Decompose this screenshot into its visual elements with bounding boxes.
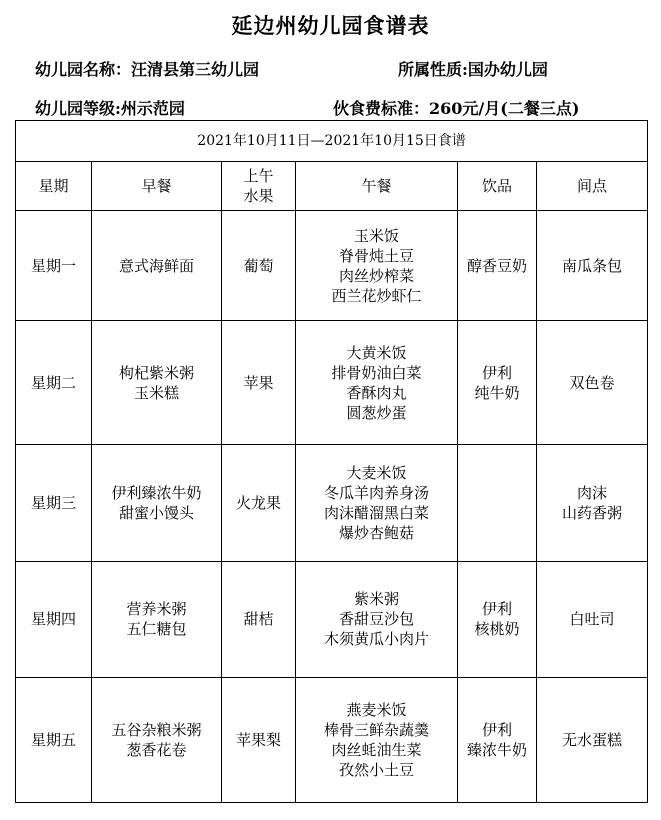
snack-item: 白吐司 [569, 610, 615, 629]
header-fruit [222, 162, 296, 211]
lunch-item: 爆炒杏鲍菇 [338, 524, 414, 543]
lunch-cell [296, 211, 458, 321]
lunch-item: 香酥肉丸 [346, 383, 407, 402]
snack-cell [537, 445, 648, 561]
page-title: 延边州幼儿园食谱表 [231, 13, 430, 38]
breakfast-cell [92, 211, 222, 321]
lunch-item: 大麦米饭 [346, 464, 407, 483]
header-drink: 饮品 [458, 162, 537, 211]
table-row [16, 321, 648, 445]
fruit-cell: 甜桔 [222, 561, 296, 677]
lunch-cell [296, 445, 458, 561]
snack-item: 山药香粥 [562, 504, 623, 523]
snack-cell [537, 321, 648, 445]
lunch-item: 玉米饭 [353, 226, 399, 245]
kindergarten-nature [398, 57, 548, 80]
table-row [16, 561, 648, 677]
meal-fee-value: 260元/月(二餐三点) [429, 99, 580, 118]
header-lunch: 午餐 [296, 162, 458, 211]
header-fruit-line2: 水果 [243, 187, 274, 206]
lunch-item: 木须黄瓜小肉片 [323, 630, 429, 649]
breakfast-item: 枸杞紫米粥 [118, 363, 194, 382]
snack-cell [537, 211, 648, 321]
drink-cell [458, 211, 537, 321]
breakfast-item: 五谷杂粮米粥 [111, 720, 202, 739]
lunch-item: 紫米粥 [353, 590, 399, 609]
table-row [16, 677, 648, 802]
breakfast-cell [92, 561, 222, 677]
kindergarten-level [35, 96, 185, 119]
breakfast-cell [92, 321, 222, 445]
menu-table [15, 120, 648, 803]
fruit-cell: 苹果 [222, 321, 296, 445]
breakfast-item: 玉米糕 [133, 383, 179, 402]
table-header-row [16, 162, 648, 211]
lunch-cell [296, 321, 458, 445]
drink-item: 伊利 [481, 720, 512, 739]
kindergarten-name [35, 57, 259, 80]
lunch-item: 肉丝炒榨菜 [338, 266, 414, 285]
drink-cell [458, 445, 537, 561]
lunch-item: 棒骨三鲜杂蔬羹 [323, 720, 429, 739]
lunch-item: 圆葱炒蛋 [346, 403, 407, 422]
kindergarten-nature-label: 所属性质: [398, 60, 468, 79]
drink-cell [458, 561, 537, 677]
lunch-item: 排骨奶油白菜 [331, 363, 422, 382]
header-snack: 间点 [537, 162, 648, 211]
breakfast-cell [92, 445, 222, 561]
kindergarten-name-value: 汪清县第三幼儿园 [131, 60, 260, 79]
drink-item: 臻浓牛奶 [466, 740, 527, 759]
meal-fee-label: 伙食费标准： [333, 99, 430, 118]
lunch-cell [296, 677, 458, 802]
lunch-item: 香甜豆沙包 [338, 610, 414, 629]
header-breakfast: 早餐 [92, 162, 222, 211]
kindergarten-name-label: 幼儿园名称： [35, 60, 132, 79]
lunch-item: 冬瓜羊肉养身汤 [323, 484, 429, 503]
breakfast-item: 意式海鲜面 [118, 256, 194, 275]
day-cell: 星期二 [16, 321, 92, 445]
snack-cell [537, 561, 648, 677]
day-cell: 星期五 [16, 677, 92, 802]
breakfast-cell [92, 677, 222, 802]
table-row [16, 211, 648, 321]
kindergarten-level-value: 州示范园 [120, 99, 185, 118]
drink-item: 伊利 [481, 363, 512, 382]
drink-cell [458, 321, 537, 445]
drink-item: 伊利 [481, 600, 512, 619]
snack-item: 肉沫 [577, 484, 608, 503]
meal-fee [333, 96, 579, 119]
lunch-cell [296, 561, 458, 677]
snack-item: 无水蛋糕 [562, 730, 623, 749]
breakfast-item: 五仁糖包 [126, 620, 187, 639]
breakfast-item: 甜蜜小馒头 [118, 504, 194, 523]
header-fruit-line1: 上午 [243, 167, 274, 186]
lunch-item: 肉沫醋溜黑白菜 [323, 504, 429, 523]
lunch-item: 孜然小土豆 [338, 760, 414, 779]
day-cell: 星期三 [16, 445, 92, 561]
drink-item: 核桃奶 [474, 620, 520, 639]
lunch-item: 肉丝蚝油生菜 [331, 740, 422, 759]
snack-item: 南瓜条包 [562, 256, 623, 275]
header-day: 星期 [16, 162, 92, 211]
fruit-cell: 葡萄 [222, 211, 296, 321]
lunch-item: 大黄米饭 [346, 343, 407, 362]
menu-period: 2021年10月11日—2021年10月15日食谱 [16, 121, 648, 162]
drink-item: 醇香豆奶 [466, 256, 527, 275]
day-cell: 星期一 [16, 211, 92, 321]
lunch-item: 燕麦米饭 [346, 700, 407, 719]
kindergarten-level-label: 幼儿园等级: [35, 99, 121, 118]
breakfast-item: 葱香花卷 [126, 740, 187, 759]
lunch-item: 西兰花炒虾仁 [331, 286, 422, 305]
breakfast-item: 伊利臻浓牛奶 [111, 484, 202, 503]
drink-item: 纯牛奶 [474, 383, 520, 402]
breakfast-item: 营养米粥 [126, 600, 187, 619]
snack-item: 双色卷 [569, 373, 615, 392]
lunch-item: 脊骨炖土豆 [338, 246, 414, 265]
kindergarten-nature-value: 国办幼儿园 [467, 60, 548, 79]
drink-cell [458, 677, 537, 802]
snack-cell [537, 677, 648, 802]
fruit-cell: 火龙果 [222, 445, 296, 561]
fruit-cell: 苹果梨 [222, 677, 296, 802]
table-row [16, 445, 648, 561]
day-cell: 星期四 [16, 561, 92, 677]
